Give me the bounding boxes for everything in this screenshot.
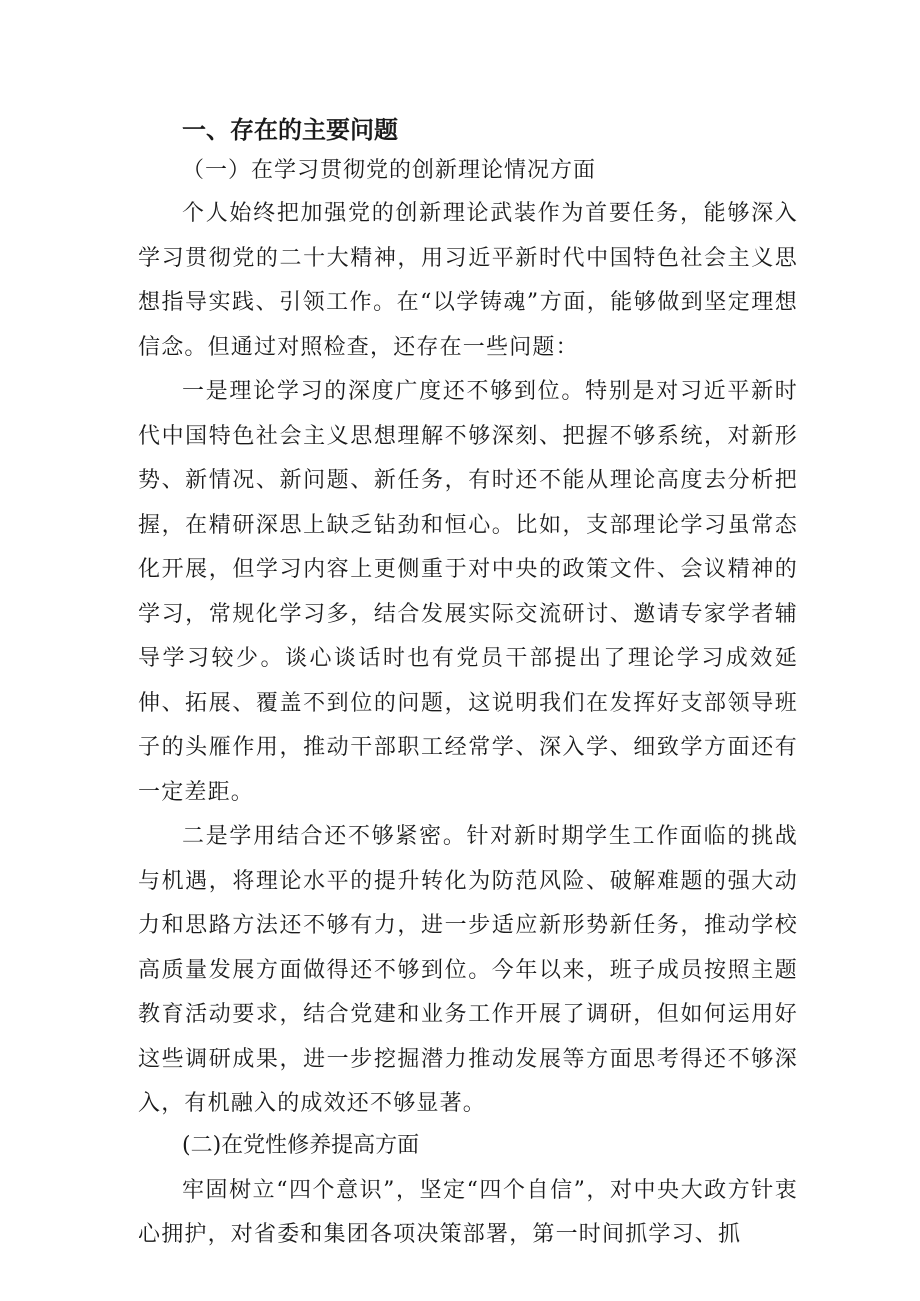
paragraph-problem-1: 一是理论学习的深度广度还不够到位。特别是对习近平新时代中国特色社会主义思想理解不够深刻、把握不够系统，对新形势、新情况、新问题、新任务，有时还不能从理论高度去分析把握，在精研深思上缺乏钻劲和恒心。比如，支部理论学习虽常态化开展，但学习内容上更侧重于对中央的政策文件、会议精神的学习，常规化学习多，结合发展实际交流研讨、邀请专家学者辅导学习较少。谈心谈话时也有党员干部提出了理论学习成效延伸、拓展、覆盖不到位的问题，这说明我们在发挥好支部领导班子的头雁作用，推动干部职工经常学、深入学、细致学方面还有一定差距。 xyxy=(138,379,798,805)
subsection-title-2: (二)在党性修养提高方面 xyxy=(182,1132,420,1158)
paragraph-intro: 个人始终把加强党的创新理论武装作为首要任务，能够深入学习贯彻党的二十大精神，用习近平新时代中国特色社会主义思想指导实践、引领工作。在“以学铸魂”方面，能够做到坚定理想信念。但通过对照检查，还存在一些问题： xyxy=(138,201,798,360)
paragraph-problem-2: 二是学用结合还不够紧密。针对新时期学生工作面临的挑战与机遇，将理论水平的提升转化为防范风险、破解难题的强大动力和思路方法还不够有力，进一步适应新形势新任务，推动学校高质量发展方面做得还不够到位。今年以来，班子成员按照主题教育活动要求，结合党建和业务工作开展了调研，但如何运用好这些调研成果，进一步挖掘潜力推动发展等方面思考得还不够深入，有机融入的成效还不够显著。 xyxy=(138,824,798,1116)
section-title: 一、存在的主要问题 xyxy=(182,116,398,144)
document-body xyxy=(138,112,798,1258)
subsection-title-1: （一）在学习贯彻党的创新理论情况方面 xyxy=(182,158,597,183)
paragraph-party-spirit: 牢固树立“四个意识”，坚定“四个自信”，对中央大政方针衷心拥护，对省委和集团各项决策部署，第一时间抓学习、抓 xyxy=(138,1177,798,1247)
